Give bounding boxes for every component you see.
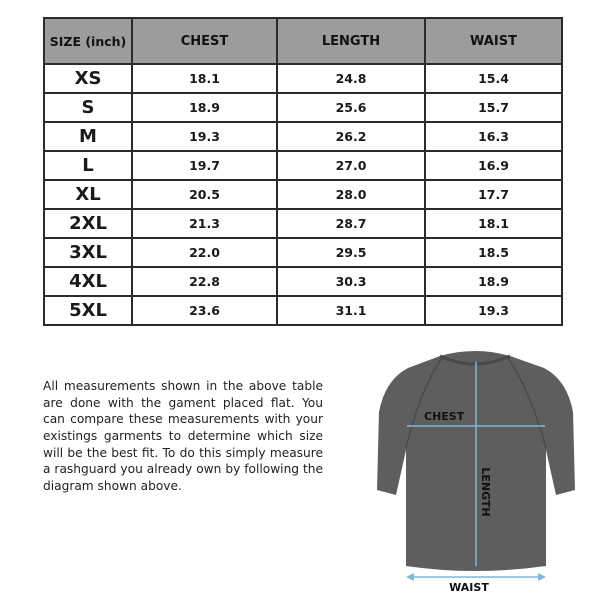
- length-cell: 31.1: [277, 296, 425, 325]
- size-cell: M: [44, 122, 132, 151]
- length-label: LENGTH: [479, 467, 492, 517]
- waist-cell: 18.9: [425, 267, 562, 296]
- size-cell: XL: [44, 180, 132, 209]
- header-waist: WAIST: [425, 18, 562, 64]
- header-length: LENGTH: [277, 18, 425, 64]
- length-cell: 27.0: [277, 151, 425, 180]
- size-chart-table: [43, 17, 563, 326]
- chest-cell: 21.3: [132, 209, 277, 238]
- waist-label: WAIST: [449, 581, 489, 594]
- length-cell: 30.3: [277, 267, 425, 296]
- header-size: SIZE (inch): [44, 18, 132, 64]
- table-row: [44, 151, 562, 180]
- size-cell: S: [44, 93, 132, 122]
- waist-cell: 16.3: [425, 122, 562, 151]
- chest-cell: 22.8: [132, 267, 277, 296]
- length-cell: 26.2: [277, 122, 425, 151]
- size-cell: L: [44, 151, 132, 180]
- length-cell: 24.8: [277, 64, 425, 93]
- length-cell: 29.5: [277, 238, 425, 267]
- chest-cell: 20.5: [132, 180, 277, 209]
- table-header-row: [44, 18, 562, 64]
- waist-cell: 18.5: [425, 238, 562, 267]
- table-row: [44, 180, 562, 209]
- waist-cell: 15.4: [425, 64, 562, 93]
- length-cell: 28.7: [277, 209, 425, 238]
- size-cell: 5XL: [44, 296, 132, 325]
- chest-label: CHEST: [424, 410, 465, 423]
- size-cell: 3XL: [44, 238, 132, 267]
- waist-cell: 19.3: [425, 296, 562, 325]
- chest-cell: 19.7: [132, 151, 277, 180]
- length-cell: 25.6: [277, 93, 425, 122]
- table-row: [44, 296, 562, 325]
- waist-cell: 17.7: [425, 180, 562, 209]
- waist-arrow-right: [538, 573, 546, 581]
- shirt-measurement-diagram: [362, 340, 588, 595]
- table-row: [44, 209, 562, 238]
- table-body: [44, 64, 562, 325]
- measurement-note: All measurements shown in the above table are done with the gament placed flat. You can compare these measurements with your existings garments to determine which size will be the best fit. To do this simply measure a rashguard you already own by following the diagram shown above.: [43, 379, 323, 493]
- table-row: [44, 238, 562, 267]
- header-chest: CHEST: [132, 18, 277, 64]
- chest-cell: 18.9: [132, 93, 277, 122]
- chest-cell: 19.3: [132, 122, 277, 151]
- table-row: [44, 93, 562, 122]
- chest-cell: 23.6: [132, 296, 277, 325]
- waist-cell: 18.1: [425, 209, 562, 238]
- waist-cell: 15.7: [425, 93, 562, 122]
- length-cell: 28.0: [277, 180, 425, 209]
- rashguard-illustration: [362, 340, 588, 595]
- table-row: [44, 64, 562, 93]
- chest-cell: 18.1: [132, 64, 277, 93]
- waist-arrow-left: [406, 573, 414, 581]
- waist-cell: 16.9: [425, 151, 562, 180]
- chest-cell: 22.0: [132, 238, 277, 267]
- size-cell: XS: [44, 64, 132, 93]
- size-cell: 2XL: [44, 209, 132, 238]
- table-row: [44, 122, 562, 151]
- size-cell: 4XL: [44, 267, 132, 296]
- table-row: [44, 267, 562, 296]
